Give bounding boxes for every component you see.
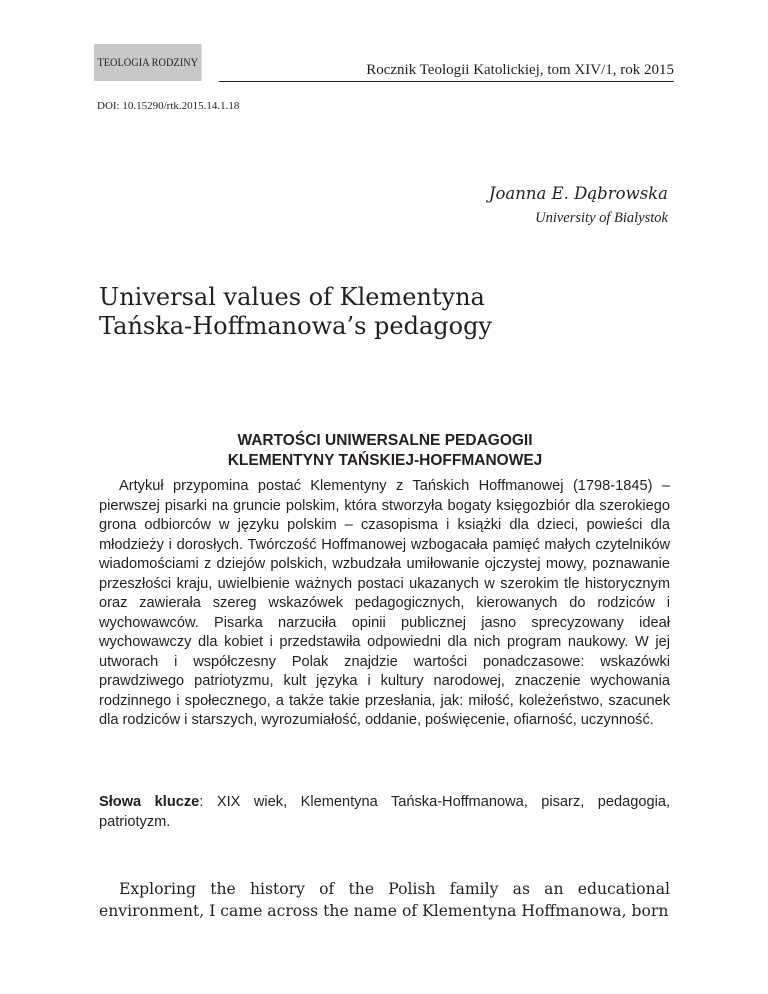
title-line-1: Universal values of Klementyna	[99, 283, 485, 311]
abstract-title-line-2: KLEMENTYNY TAŃSKIEJ-HOFFMANOWEJ	[227, 452, 543, 469]
section-tag	[94, 44, 202, 81]
header-rule	[219, 81, 674, 82]
keywords-list: : XIX wiek, Klementyna Tańska-Hoffmanowa, pisarz, pedagogia, patriotyzm.	[99, 794, 670, 830]
article-title	[99, 283, 599, 341]
body-paragraph: Exploring the history of the Polish family as an educational environment, I came across the name of Klementyna Hoffmanowa, born	[99, 880, 670, 920]
section-tag-label: TEOLOGIA RODZINY	[97, 55, 199, 69]
title-line-2: Tańska-Hoffmanowa’s pedagogy	[99, 312, 492, 340]
keywords-label: Słowa klucze	[99, 794, 200, 810]
author-affiliation: University of Bialystok	[535, 210, 668, 226]
abstract-text: Artykuł przypomina postać Klementyny z Tańskich Hoffmanowej (1798-1845) – pierwszej pisarki na gruncie polskim, która stworzyła bogaty księgozbiór dla szerokiego grona odbiorców w języku polskim – czasopisma i książki dla dzieci, powieści dla młodzieży i dorosłych. Twórczość Hoffmanowej wzbogacała pamięć małych czytelników wiadomościami z dziejów polskich, wzbudzała umiłowanie ojczystej mowy, poznawanie przeszłości kraju, uwielbienie ważnych postaci ukazanych w szerokim tle historycznym oraz zawierała szereg wskazówek pedagogicznych, kierowanych do rodziców i wychowawców. Pisarka narzuciła opinii publicznej jasno sprecyzowany ideał wychowawczy dla kobiet i przedstawiła odpowiedni dla nich program naukowy. W jej utworach i współczesny Polak znajdzie wartości ponadczasowe: wskazówki prawdziwego patriotyzmu, kult języka i kultury narodowej, znaczenie wychowania rodzinnego i społecznego, a także takie przesłania, jak: miłość, koleżeństwo, szacunek dla rodziców i starszych, wyrozumiałość, oddanie, poświęcenie, ofiarność, uczynność.	[99, 478, 670, 728]
keywords	[99, 793, 670, 832]
author-name: Joanna E. Dąbrowska	[488, 184, 668, 203]
abstract-title	[99, 431, 671, 471]
doi: DOI: 10.15290/rtk.2015.14.1.18	[97, 100, 240, 112]
abstract-title-line-1: WARTOŚCI UNIWERSALNE PEDAGOGII	[237, 432, 533, 449]
journal-title: Rocznik Teologii Katolickiej, tom XIV/1, rok 2015	[366, 62, 674, 78]
